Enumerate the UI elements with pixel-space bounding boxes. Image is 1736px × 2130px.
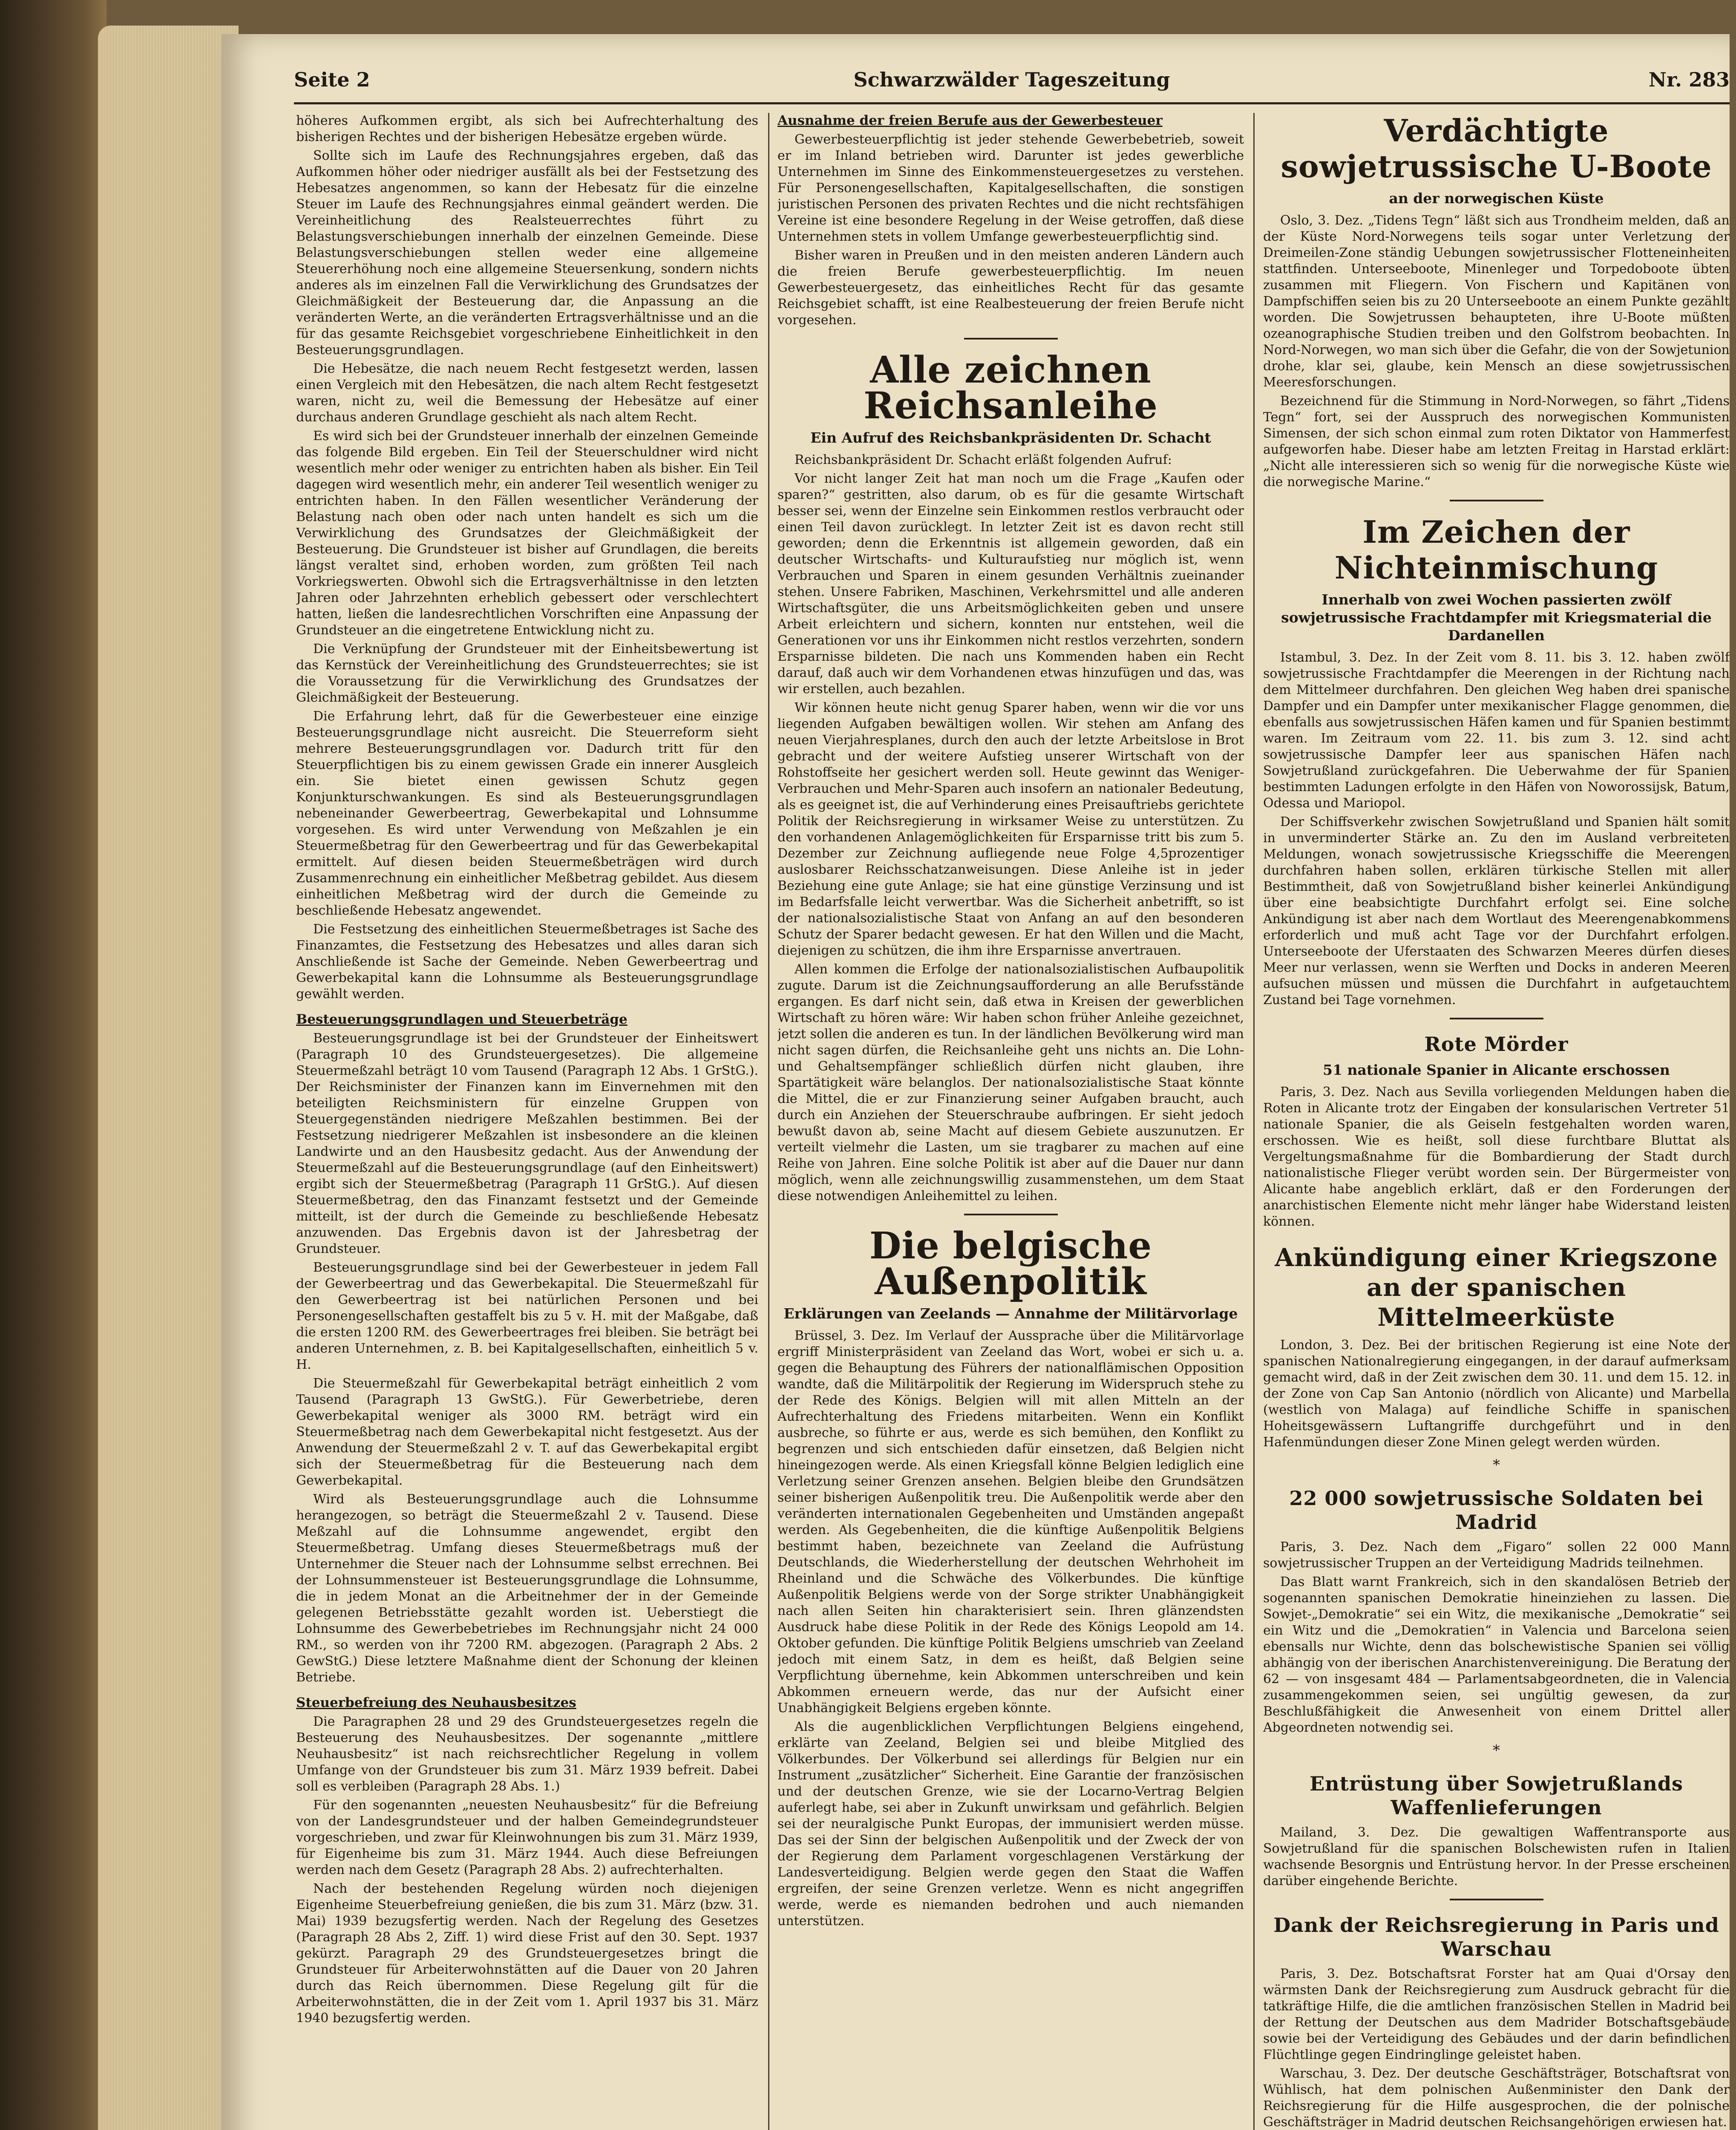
article-paragraph: Die Paragraphen 28 und 29 des Grundsteuergesetzes regeln die Besteuerung des Neuhausbesitzes. Der sogenannte „mittlere Neuhausbesitz“ ist nach reichsrechtlicher Regelung in vollem Umfange von der Grundsteuer bis zum 31. März 1939 befreit. Dabei soll es verbleiben (Paragraph 28 Abs. 1.) — [296, 1714, 758, 1794]
article-paragraph: London, 3. Dez. Bei der britischen Regierung ist eine Note der spanischen Nationalregierung eingegangen, in der darauf aufmerksam gemacht wird, daß in der Zeit zwischen dem 30. 11. und dem 15. 12. in der Zone von Cap San Antonio (nördlich von Alicante) und Marbella (westlich von Malaga) auf feindliche Schiffe in spanischen Hoheitsgewässern Luftangriffe durchgeführt und in den Hafenmündungen dieser Zone Minen gelegt werden würden. — [1263, 1338, 1730, 1450]
article-deck: Innerhalb von zwei Wochen passierten zwölf sowjetrussische Frachtdampfer mit Kriegsmaterial die Dardanellen — [1281, 591, 1712, 644]
article-headline: 22 000 sowjetrussische Soldaten bei Madrid — [1289, 1487, 1704, 1534]
article-deck: an der norwegischen Küste — [1389, 190, 1604, 207]
article-paragraph: Die Hebesätze, die nach neuem Recht festgesetzt werden, lassen einen Vergleich mit den Hebesätzen, die nach altem Recht festgesetzt waren, nicht zu, weil die Bemessung der Hebesätze auf einer durchaus anderen Grundlage geschieht als nach altem Recht. — [296, 361, 758, 425]
article-paragraph: Als die augenblicklichen Verpflichtungen Belgiens eingehend, erklärte van Zeeland, Belgien sei und bleibe Mitglied des Völkerbundes. Der Völkerbund sei allerdings für Belgien nur ein Instrument „zusätzlicher“ Sicherheit. Eine Garantie der französischen und der deutschen Grenze, wie sie der Locarno-Vertrag Belgien auferlegt habe, sei aber in Zukunft unwirksam und gefährlich. Belgien sei der neuralgische Punkt Europas, der immunisiert werden müsse. Das sei der Sinn der belgischen Außenpolitik und der Zweck der von der Regierung dem Parlament vorgeschlagenen Verstärkung der Landesverteidigung. Belgien werde gegen den Staat die Waffen ergreifen, der seine Grenzen verletze. Wenn es nicht angegriffen werde, werde es niemanden bedrohen und auch niemanden unterstützen. — [777, 1719, 1244, 1929]
article-headline: Alle zeichnen Reichsanleihe — [864, 348, 1158, 427]
article-headline: Im Zeichen der Nichteinmischung — [1334, 514, 1658, 586]
article-separator — [964, 338, 1058, 340]
article-paragraph: Reichsbankpräsident Dr. Schacht erläßt folgenden Aufruf: — [795, 452, 1172, 467]
article-headline: Verdächtigte sowjetrussische U-Boote — [1281, 113, 1712, 184]
book-spine — [0, 0, 107, 2130]
section-subheading: Besteuerungsgrundlagen und Steuerbeträge — [296, 1012, 628, 1027]
page-header — [294, 64, 1730, 104]
issue-number: Nr. 283 — [1648, 68, 1730, 91]
article-paragraph: Oslo, 3. Dez. „Tidens Tegn“ läßt sich aus Trondheim melden, daß an der Küste Nord-Norwegens teils sogar unter Verletzung der Dreimeilen-Zone ständig Uebungen sowjetrussischer Flotteneinheiten stattfinden. Unterseeboote, Minenleger und Torpedoboote übten zusammen mit Fliegern. Von Fischern und Kapitänen von Dampfschiffen seien bis zu 20 Unterseeboote an einem Punkte gezählt worden. Die Sowjetrussen behaupteten, ihre U-Boote müßten ozeanographische Studien treiben und den Golfstrom beobachten. In Nord-Norwegen, wo man sich über die Gefahr, die von der Sowjetunion drohe, klar sei, glaube, kein Mensch an diese sowjetrussischen Meeresforschungen. — [1263, 213, 1730, 390]
article-separator — [964, 1214, 1058, 1215]
newspaper-title: Schwarzwälder Tageszeitung — [853, 68, 1170, 91]
column-3 — [1263, 113, 1730, 2130]
article-separator — [1450, 500, 1543, 501]
article-paragraph: Bezeichnend für die Stimmung in Nord-Norwegen, so fährt „Tidens Tegn“ fort, sei der Ausspruch des norwegischen Kommunisten Simensen, der sich schon einmal zum roten Diktator von Hammerfest aufgeworfen habe. Dieser habe am letzten Freitag in Harstad erklärt: „Nicht alle interessieren sich so wenig für die norwegische Küste wie die norwegische Marine.“ — [1263, 394, 1730, 489]
article-paragraph: Allen kommen die Erfolge der nationalsozialistischen Aufbaupolitik zugute. Darum ist die Zeichnungsaufforderung an alle Berufsstände ergangen. Es darf nicht sein, daß etwa in Kreisen der gewerblichen Wirtschaft zu hören wäre: Wir haben schon früher Anleihe gezeichnet, jetzt sollen die anderen es tun. In der ländlichen Bevölkerung wird man nicht sagen dürfen, die Reichsanleihe geht uns nichts an. Die Lohn- und Gehaltsempfänger schließlich dürfen nicht glauben, ihre Spartätigkeit wäre belanglos. Der nationalsozialistische Staat könnte die Mittel, die er zur Finanzierung seiner Aufgaben braucht, auch durch ein Anziehen der Steuerschraube aufbringen. Er sieht jedoch bewußt davon ab, seine Macht auf diesem Gebiete auszunutzen. Er verteilt vielmehr die Lasten, um sie tragbarer zu machen auf eine Reihe von Jahren. Eine solche Politik ist aber auf die Dauer nur dann möglich, wenn alle zeichnungswillig zusammenstehen, um dem Staat diese notwendigen Anleihemittel zu leihen. — [777, 962, 1244, 1203]
article-paragraph: Paris, 3. Dez. Botschaftsrat Forster hat am Quai d'Orsay den wärmsten Dank der Reichsregierung zum Ausdruck gebracht für die tatkräftige Hilfe, die die amtlichen französischen Stellen in Madrid bei der Rettung der Deutschen aus dem Madrider Botschaftsgebäude sowie bei der Verteidigung des Gebäudes und der darin befindlichen Flüchtlinge gegen Eindringlinge geleistet haben. — [1263, 1966, 1730, 2062]
article-headline: Ankündigung einer Kriegszone an der spanischen Mittelmeerküste — [1275, 1243, 1718, 1332]
article-deck: Ein Aufruf des Reichsbankpräsidenten Dr. Schacht — [810, 429, 1211, 446]
article-paragraph: Wird als Besteuerungsgrundlage auch die Lohnsumme herangezogen, so beträgt die Steuermeßzahl 2 v. Tausend. Diese Meßzahl auf die Lohnsumme angewendet, ergibt den Steuermeßbetrag. Umfang dieses Steuermeßbetrags muß der Unternehmer die Steuer nach der Lohnsumme selbst errechnen. Bei der Lohnsummensteuer ist Besteuerungsgrundlage die Lohnsumme, die in jedem Monat an die Arbeitnehmer der in der Gemeinde gelegenen Betriebsstätte gezahlt worden ist. Ueberstiegt die Lohnsumme des Gewerbebetriebes im Rechnungsjahr nicht 24 000 RM., so werden von ihr 7200 RM. abgezogen. (Paragraph 2 Abs. 2 GewStG.) Diese letztere Maßnahme dient der Schonung der kleinen Betriebe. — [296, 1492, 758, 1685]
article-paragraph: Brüssel, 3. Dez. Im Verlauf der Aussprache über die Militärvorlage ergriff Ministerpräsident van Zeeland das Wort, wobei er sich u. a. gegen die Behauptung des Führers der nationalflämischen Opposition wandte, daß die Militärpolitik der Regierung im Widerspruch stehe zu der Rede des Königs. Belgien will mit allen Mitteln an der Aufrechterhaltung des Friedens mitarbeiten. Wenn ein Konflikt ausbreche, so führte er aus, werde es sich bemühen, den Konflikt zu begrenzen und sich entschieden dafür einsetzen, daß Belgien nicht hineingezogen werde. Als einen Kriegsfall könne Belgien lediglich eine Verletzung seiner Grenzen ansehen. Belgien bleibe den Grundsätzen seiner bisherigen Außenpolitik treu. Die Außenpolitik werde aber den veränderten internationalen Gegebenheiten und Umständen angepaßt werden. Als Gegebenheiten, die die künftige Außenpolitik Belgiens bestimmt haben, bezeichnete van Zeeland die Aufrüstung Deutschlands, die Wiederherstellung der deutschen Wehrhoheit im Rheinland und die Schwäche des Völkerbundes. Die künftige Außenpolitik Belgiens werde von der Sorge strikter Unabhängigkeit nach allen Seiten hin charakterisiert sein. Ihren glänzendsten Ausdruck habe diese Politik in der Rede des Königs Leopold am 14. Oktober gefunden. Die künftige Politik Belgiens umschrieb van Zeeland jedoch mit einem Satz, in dem es heißt, daß Belgien seine Verpflichtung übernehme, kein Abkommen unterschreiben und kein Abkommen erneuern werde, das nur der Aufsicht einer Unabhängigkeit Belgiens ergeben könnte. — [777, 1328, 1244, 1716]
article-separator — [1450, 1899, 1543, 1900]
article-paragraph: Besteuerungsgrundlage sind bei der Gewerbesteuer in jedem Fall der Gewerbeertrag und das Gewerbekapital. Die Steuermeßzahl für den Gewerbeertrag ist bei natürlichen Personen und bei Personengesellschaften gestaffelt bis zu 5 v. H. mit der Maßgabe, daß die ersten 1200 RM. des Gewerbeertrages frei bleiben. Sie beträgt bei anderen Unternehmen, z. B. bei Kapitalgesellschaften, einheitlich 5 v. H. — [296, 1260, 758, 1372]
column-divider — [1253, 113, 1255, 2130]
page-edges — [98, 26, 239, 2130]
article-paragraph: Gewerbesteuerpflichtig ist jeder stehende Gewerbebetrieb, soweit er im Inland betrieben wird. Darunter ist jedes gewerbliche Unternehmen im Sinne des Einkommensteuergesetzes zu verstehen. Für Personengesellschaften, Kapitalgesellschaften, die sonstigen juristischen Personen des privaten Rechtes und die nicht rechtsfähigen Vereine ist eine besondere Regelung in der Weise getroffen, daß diese Unternehmen stets in vollem Umfange gewerbesteuerpflichtig sind. — [777, 132, 1244, 244]
article-paragraph: Das Blatt warnt Frankreich, sich in den skandalösen Betrieb der sogenannten spanischen Demokratie hineinziehen zu lassen. Die Sowjet-„Demokratie“ sei ein Witz, die mexikanische „Demokratie“ sei ein Witz und die „Demokratien“ in Valencia und Barcelona seien ebensalls nur Wichte, denn das bolschewistische Spanien sei völlig abhängig von der iberischen Anarchistenvereinigung. Die Beratung der 62 — von insgesamt 484 — Parlamentsabgeordneten, die in Valencia zusammengekommen seien, sei ungültig gewesen, da zur Beschlußfähigkeit die Anwesenheit von einem Drittel aller Abgeordneten notwendig sei. — [1263, 1574, 1730, 1735]
star-separator: * — [1493, 1742, 1500, 1759]
article-paragraph: Es wird sich bei der Grundsteuer innerhalb der einzelnen Gemeinde das folgende Bild ergeben. Ein Teil der Steuerschuldner wird nicht wesentlich mehr oder weniger zu entrichten haben als bisher. Ein Teil dagegen wird wesentlich mehr, ein anderer Teil wesentlich weniger zu entrichten haben. In den Fällen wesentlicher Veränderung der Belastung nach oben oder nach unten handelt es sich um die Verwirklichung des Grundsatzes der Gleichmäßigkeit der Besteuerung. Die Grundsteuer ist bisher auf Grundlagen, die bereits längst veraltet sind, erhoben worden, zum größten Teil nach Vorkriegswerten. Obwohl sich die Ertragsverhältnisse in den letzten Jahren oder Jahrzehnten erheblich gebessert oder verschlechtert hatten, ließen die landesrechtlichen Vorschriften eine Anpassung der Grundsteuer an die eingetretene Entwicklung nicht zu. — [296, 429, 758, 638]
article-paragraph: Bisher waren in Preußen und in den meisten anderen Ländern auch die freien Berufe gewerbesteuerpflichtig. Im neuen Gewerbesteuergesetz, das einheitliches Recht für das gesamte Reichsgebiet schafft, ist eine Realbesteuerung der freien Berufe nicht vorgesehen. — [777, 248, 1244, 328]
article-paragraph: Für den sogenannten „neuesten Neuhausbesitz“ für die Befreiung von der Landesgrundsteuer und der halben Gemeindegrundsteuer vorgeschrieben, und zwar für Kleinwohnungen bis zum 31. März 1939, für Eigenheime bis zum 31. März 1944. Auch diese Befreiungen werden nach dem Gesetz (Paragraph 28 Abs. 2) aufrechterhalten. — [296, 1798, 758, 1877]
article-paragraph: Vor nicht langer Zeit hat man noch um die Frage „Kaufen oder sparen?“ gestritten, also darum, ob es für die gesamte Wirtschaft besser sei, wenn der Einzelne sein Einkommen restlos verbraucht oder einen Teil davon zurücklegt. In letzter Zeit ist es davon recht still geworden; denn die Erkenntnis ist allgemein geworden, daß ein deutscher Wirtschafts- und Kulturaufstieg nur möglich ist, wenn Verbrauchen und Sparen in einem gesunden Verhältnis zueinander stehen. Unsere Fabriken, Maschinen, Verkehrsmittel und alle anderen Wirtschaftsgüter, die uns Arbeitsmöglichkeiten geben und unsere Arbeit erleichtern und sichern, konnten nur entstehen, weil die Generationen vor uns ihr Einkommen nicht restlos verzehrten, sondern Ersparnisse bildeten. Die nach uns Kommenden haben ein Recht darauf, daß auch wir dem Vorhandenen etwas hinzufügen und das, was wir erstellen, auch bezahlen. — [777, 471, 1244, 697]
newspaper-page — [222, 34, 1730, 2130]
article-headline: Rote Mörder — [1424, 1033, 1569, 1056]
column-divider — [768, 113, 769, 2130]
article-paragraph: höheres Aufkommen ergibt, als sich bei Aufrechterhaltung des bisherigen Rechtes und der bisherigen Hebesätze ergeben würde. — [296, 113, 758, 144]
article-paragraph: Der Schiffsverkehr zwischen Sowjetrußland und Spanien hält somit in unverminderter Stärke an. Zu den im Ausland verbreiteten Meldungen, wonach sowjetrussische Kriegsschiffe die Meerengen durchfahren haben sollen, erklären türkische Stellen mit aller Bestimmtheit, daß von Sowjetrußland bisher keinerlei Ankündigung über eine beabsichtigte Durchfahrt erfolgt sei. Eine solche Ankündigung ist aber nach dem Wortlaut des Meerengenabkommens erforderlich und muß acht Tage vor der Durchfahrt erfolgen. Unterseeboote der Uferstaaten des Schwarzen Meeres dürfen dieses Meer nur verlassen, wenn sie Werften und Docks in anderen Meeren aufsuchen müssen und müssen die Durchfahrt in aufgetauchtem Zustand bei Tage vornehmen. — [1263, 815, 1730, 1007]
article-deck: 51 nationale Spanier in Alicante erschossen — [1323, 1062, 1670, 1078]
article-paragraph: Die Festsetzung des einheitlichen Steuermeßbetrages ist Sache des Finanzamtes, die Festsetzung des Hebesatzes und alles daran sich Anschließende ist Sache der Gemeinde. Neben Gewerbeertrag und Gewerbekapital kann die Lohnsumme als Besteuerungsgrundlage gewählt werden. — [296, 922, 758, 1002]
article-paragraph: Paris, 3. Dez. Nach dem „Figaro“ sollen 22 000 Mann sowjetrussischer Truppen an der Verteidigung Madrids teilnehmen. — [1263, 1540, 1730, 1571]
article-paragraph: Paris, 3. Dez. Nach aus Sevilla vorliegenden Meldungen haben die Roten in Alicante trotz der Eingaben der konsularischen Vertreter 51 nationale Spanier, die als Geiseln festgehalten worden waren, erschossen. Wie es heißt, soll diese furchtbare Bluttat als Vergeltungsmaßnahme für die Bombardierung der Stadt durch nationalistische Flieger verübt worden sein. Der Bürgermeister von Alicante habe angeblich erklärt, daß er den Forderungen der anarchistischen Elemente nicht mehr länger habe Widerstand leisten können. — [1263, 1085, 1730, 1229]
article-paragraph: Sollte sich im Laufe des Rechnungsjahres ergeben, daß das Aufkommen höher oder niedriger ausfällt als bei der Festsetzung des Hebesatzes angenommen, so kann der Hebesatz für die einzelne Steuer im Laufe des Rechnungsjahres einmal geändert werden. Die Vereinheitlichung des Realsteuerrechtes führt zu Belastungsverschiebungen innerhalb der einzelnen Gemeinde. Diese Belastungsverschiebungen stellen weder eine allgemeine Steuererhöhung noch eine allgemeine Steuersenkung, sondern nichts anderes als im einzelnen Fall die Verwirklichung des Grundsatzes der Gleichmäßigkeit der Besteuerung dar, die Anpassung an die veränderten Werte, an die veränderten Ertragsverhältnisse und an die für das gesamte Reichsgebiet vorgeschriebene Einheitlichkeit in den Besteuerungsgrundlagen. — [296, 148, 758, 357]
star-separator: * — [1493, 1456, 1500, 1474]
page-number: Seite 2 — [294, 68, 370, 91]
article-paragraph: Istambul, 3. Dez. In der Zeit vom 8. 11. bis 3. 12. haben zwölf sowjetrussische Frachtdampfer die Meerengen in der Richtung nach dem Mittelmeer durchfahren. Den gleichen Weg haben drei spanische Dampfer und ein Dampfer unter mexikanischer Flagge genommen, die ebenfalls aus sowjetrussischen Häfen kamen und für Spanien bestimmt waren. Im Zeitraum vom 22. 11. bis zum 3. 12. sind acht sowjetrussische Dampfer leer aus spanischen Häfen nach Sowjetrußland zurückgefahren. Die Ueberwahme der für Spanien bestimmten Ladungen erfolgte in den Häfen von Noworossijsk, Batum, Odessa und Mariopol. — [1263, 650, 1730, 811]
article-headline: Entrüstung über Sowjetrußlands Waffenlieferungen — [1310, 1772, 1683, 1819]
column-1 — [296, 113, 758, 2130]
article-paragraph: Die Steuermeßzahl für Gewerbekapital beträgt einheitlich 2 vom Tausend (Paragraph 13 GwStG.). Für Gewerbetriebe, deren Gewerbekapital weniger als 3000 RM. beträgt wird ein Steuermeßbetrag nach dem Gewerbekapital nicht festgesetzt. Aus der Anwendung der Steuermeßzahl 2 v. T. auf das Gewerbekapital ergibt sich der Steuermeßbetrag für die Besteuerung nach dem Gewerbekapital. — [296, 1376, 758, 1488]
section-subheading: Ausnahme der freien Berufe aus der Gewerbesteuer — [777, 113, 1163, 128]
article-paragraph: Nach der bestehenden Regelung würden noch diejenigen Eigenheime Steuerbefreiung genießen, die bis zum 31. März (bzw. 31. Mai) 1939 bezugsfertig werden. Nach der Regelung des Gesetzes (Paragraph 28 Abs 2, Ziff. 1) wird diese Frist auf den 30. Sept. 1937 gekürzt. Paragraph 29 des Grundsteuergesetzes bringt die Grundsteuer für Arbeiterwohnstätten auf die Dauer von 20 Jahren durch das Reich übernommen. Diese Regelung gilt für die Arbeiterwohnstätten, die in der Zeit vom 1. April 1937 bis 31. März 1940 bezugsfertig werden. — [296, 1881, 758, 2026]
article-paragraph: Warschau, 3. Dez. Der deutsche Geschäftsträger, Botschaftsrat von Wühlisch, hat dem polnischen Außenminister den Dank der Reichsregierung für die Hilfe ausgesprochen, die der polnische Geschäftsträger in Madrid deutschen Reichsangehörigen erwiesen hat. — [1263, 2066, 1730, 2130]
column-2 — [777, 113, 1244, 2130]
section-subheading: Steuerbefreiung des Neuhausbesitzes — [296, 1695, 576, 1710]
article-paragraph: Die Verknüpfung der Grundsteuer mit der Einheitsbewertung ist das Kernstück der Vereinheitlichung des Grundsteuerrechtes; sie ist die Voraussetzung für die Verwirklichung des Grundsatzes der Gleichmäßigkeit der Besteuerung. — [296, 642, 758, 705]
article-paragraph: Besteuerungsgrundlage ist bei der Grundsteuer der Einheitswert (Paragraph 10 des Grundsteuergesetzes). Die allgemeine Steuermeßzahl beträgt 10 vom Tausend (Paragraph 12 Abs. 1 GrStG.). Der Reichsminister der Finanzen kann im Einvernehmen mit den beteiligten Reichsministern für einzelne Gruppen von Steuergegenständen niedrigere Meßzahlen bestimmen. Bei der Festsetzung niedrigerer Meßzahlen ist insbesondere an die kleinen Landwirte und an den Hausbesitz gedacht. Aus der Anwendung der Steuermeßzahl auf die Besteuerungsgrundlage (auf den Einheitswert) ergibt sich der Steuermeßbetrag (Paragraph 11 GrStG.). Auf diesen Steuermeßbetrag, den das Finanzamt festsetzt und der Gemeinde mitteilt, ist der durch die Gemeinde zu beschließende Hebesatz anzuwenden. Das Ergebnis davon ist der Jahresbetrag der Grundsteuer. — [296, 1031, 758, 1256]
article-headline: Dank der Reichsregierung in Paris und Warschau — [1273, 1914, 1719, 1960]
article-paragraph: Mailand, 3. Dez. Die gewaltigen Waffentransporte aus Sowjetrußland für die spanischen Bolschewisten rufen in Italien wachsende Besorgnis und Entrüstung hervor. In der Presse erscheinen darüber eingehende Berichte. — [1263, 1825, 1730, 1888]
article-paragraph: Wir können heute nicht genug Sparer haben, wenn wir die vor uns liegenden Aufgaben bewältigen wollen. Wir stehen am Anfang des neuen Vierjahresplanes, durch den auch der letzte Arbeitslose in Brot gebracht und der weitere Aufstieg unserer Wirtschaft von der Rohstoffseite her gesichert werden soll. Heute gewinnt das Weniger-Verbrauchen und Mehr-Sparen auch insofern an nationaler Bedeutung, als es geeignet ist, die auf Verhinderung eines Preisauftriebs gerichtete Politik der Reichsregierung in wirksamer Weise zu unterstützen. Zu den vorhandenen Anlagemöglichkeiten für Ersparnisse tritt bis zum 5. Dezember zur Zeichnung aufliegende neue Folge 4,5prozentiger auslosbarer Reichsschatzanweisungen. Diese Anleihe ist in jeder Beziehung eine gute Anlage; sie hat eine günstige Verzinsung und ist im Bedarfsfalle leicht verwertbar. Was die Sicherheit anbetrifft, so ist der nationalsozialistische Staat von Anfang an auf den besonderen Schutz der Sparer bedacht gewesen. Er hat den Willen und die Macht, diejenigen zu schützen, die ihm ihre Ersparnisse anvertrauen. — [777, 700, 1244, 958]
article-deck: Erklärungen van Zeelands — Annahme der Militärvorlage — [783, 1305, 1238, 1322]
article-paragraph: Die Erfahrung lehrt, daß für die Gewerbesteuer eine einzige Besteuerungsgrundlage nicht ausreicht. Die Steuerreform sieht mehrere Besteuerungsgrundlagen vor. Dadurch tritt für den Steuerpflichtigen bis zu einem gewissen Grade ein innerer Ausgleich ein. Sie bietet einen gewissen Schutz gegen Konjunkturschwankungen. Es sind als Besteuerungsgrundlagen nebeneinander Gewerbeertrag, Gewerbekapital und Lohnsumme vorgesehen. Es wird unter Verwendung von Meßzahlen je ein Steuermeßbetrag für den Gewerbeertrag und für das Gewerbekapital ermittelt. Auf diesen beiden Steuermeßbeträgen wird durch Zusammenrechnung ein einheitlicher Meßbetrag gebildet. Aus diesem einheitlichen Meßbetrag wird der durch die Gemeinde zu beschließende Hebesatz angewendet. — [296, 709, 758, 918]
article-separator — [1450, 1018, 1543, 1019]
article-headline: Die belgische Außenpolitik — [869, 1224, 1152, 1303]
